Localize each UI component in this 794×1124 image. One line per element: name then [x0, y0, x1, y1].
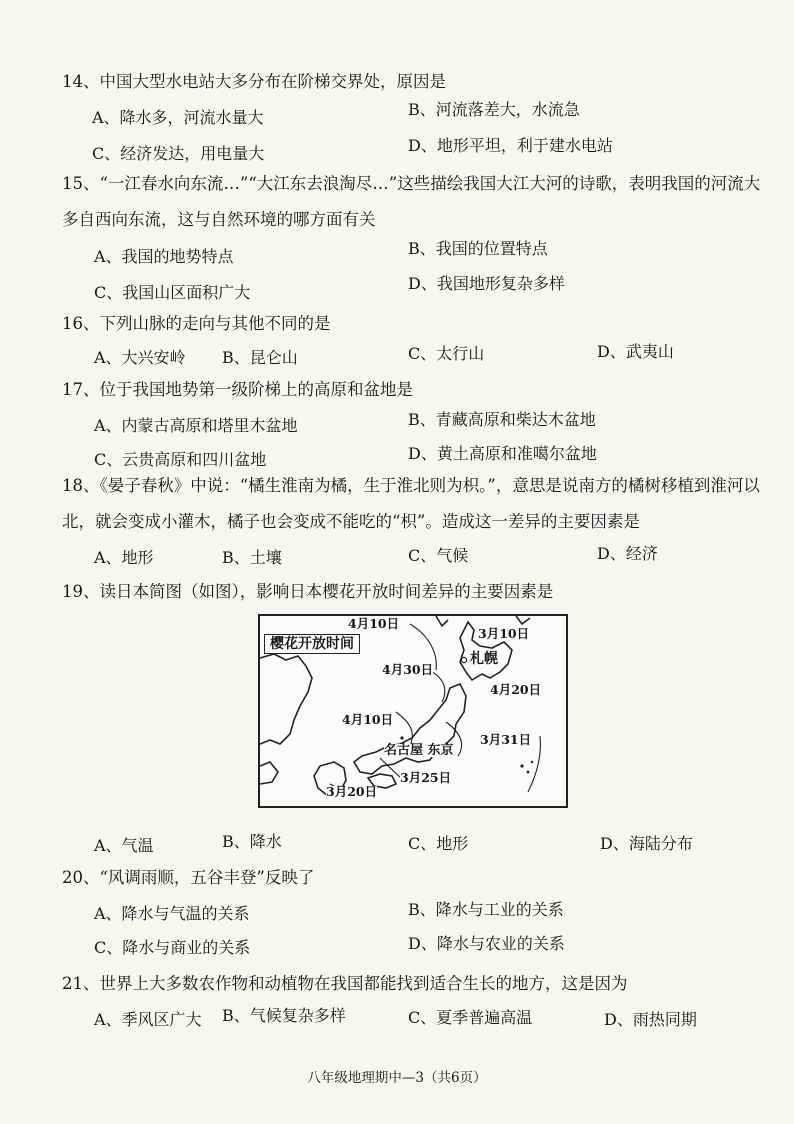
q15-stem-line2: 多自西向东流，这与自然环境的哪方面有关	[62, 210, 376, 229]
q15-option-a: A、我国的地势特点	[94, 247, 234, 266]
q18-option-c: C、气候	[408, 546, 469, 565]
q17-stem: 17、位于我国地势第一级阶梯上的高原和盆地是	[62, 380, 413, 399]
q17-option-d: D、黄土高原和准噶尔盆地	[408, 444, 597, 463]
map-label-apr20: 4月20日	[490, 682, 542, 697]
page-footer: 八年级地理期中—3（共6页）	[307, 1070, 487, 1086]
q18-option-a: A、地形	[94, 548, 154, 567]
map-label-nagoya-tokyo: 名古屋 东京	[384, 743, 454, 758]
q21-stem: 21、世界上大多数农作物和动植物在我国都能找到适合生长的地方，这是因为	[62, 974, 628, 993]
q18-option-b: B、土壤	[222, 548, 282, 567]
q15-option-d: D、我国地形复杂多样	[408, 274, 565, 293]
q19-option-d: D、海陆分布	[600, 834, 693, 853]
q15-stem-line1: 15、“一江春水向东流…”“大江东去浪淘尽…”这些描绘我国大江大河的诗歌，表明我国的河流大	[62, 174, 761, 193]
q21-option-c: C、夏季普遍高温	[408, 1008, 533, 1027]
q20-option-c: C、降水与商业的关系	[94, 938, 251, 957]
q20-option-a: A、降水与气温的关系	[94, 904, 250, 923]
q15-option-b: B、我国的位置特点	[408, 239, 548, 258]
q20-option-b: B、降水与工业的关系	[408, 900, 564, 919]
q17-option-b: B、青藏高原和柴达木盆地	[408, 410, 596, 429]
q14-option-c: C、经济发达，用电量大	[92, 144, 265, 163]
q16-option-d: D、武夷山	[597, 342, 674, 361]
q19-option-b: B、降水	[222, 832, 282, 851]
q16-option-b: B、昆仑山	[222, 348, 298, 367]
q14-option-d: D、地形平坦，利于建水电站	[408, 136, 613, 155]
q18-stem-line1: 18、《晏子春秋》中说：“橘生淮南为橘，生于淮北则为枳。”，意思是说南方的橘树移植到淮河以	[62, 476, 760, 495]
map-label-mar20: 3月20日	[326, 784, 378, 799]
q20-stem: 20、“风调雨顺，五谷丰登”反映了	[62, 868, 315, 887]
map-label-mar25: 3月25日	[400, 770, 452, 785]
q19-option-c: C、地形	[408, 834, 469, 853]
q15-option-c: C、我国山区面积广大	[94, 283, 251, 302]
japan-sakura-map	[258, 614, 568, 808]
q21-option-d: D、雨热同期	[604, 1010, 697, 1029]
q21-option-a: A、季风区广大	[94, 1010, 202, 1029]
map-label-apr10-central: 4月10日	[342, 712, 394, 727]
q20-option-d: D、降水与农业的关系	[408, 934, 565, 953]
map-label-mar10: 3月10日	[478, 626, 530, 641]
q16-option-c: C、太行山	[408, 344, 485, 363]
map-title: 樱花开放时间	[264, 634, 360, 654]
map-label-sapporo: 札幌	[470, 651, 498, 667]
q17-option-a: A、内蒙古高原和塔里木盆地	[94, 416, 298, 435]
q16-stem: 16、下列山脉的走向与其他不同的是	[62, 314, 331, 333]
q17-option-c: C、云贵高原和四川盆地	[94, 450, 267, 469]
map-label-mar31: 3月31日	[480, 732, 532, 747]
q19-option-a: A、气温	[94, 836, 154, 855]
q18-stem-line2: 北，就会变成小灌木，橘子也会变成不能吃的“枳”。造成这一差异的主要因素是	[62, 512, 640, 531]
q14-stem: 14、中国大型水电站大多分布在阶梯交界处，原因是	[62, 72, 446, 91]
map-label-apr10-north: 4月10日	[348, 616, 400, 631]
q19-stem: 19、读日本简图（如图），影响日本樱花开放时间差异的主要因素是	[62, 582, 554, 601]
q14-option-a: A、降水多，河流水量大	[92, 108, 264, 127]
q14-option-b: B、河流落差大，水流急	[408, 100, 580, 119]
q18-option-d: D、经济	[597, 544, 658, 563]
map-label-apr30: 4月30日	[382, 662, 434, 677]
q21-option-b: B、气候复杂多样	[222, 1006, 346, 1025]
q16-option-a: A、大兴安岭	[94, 348, 186, 367]
